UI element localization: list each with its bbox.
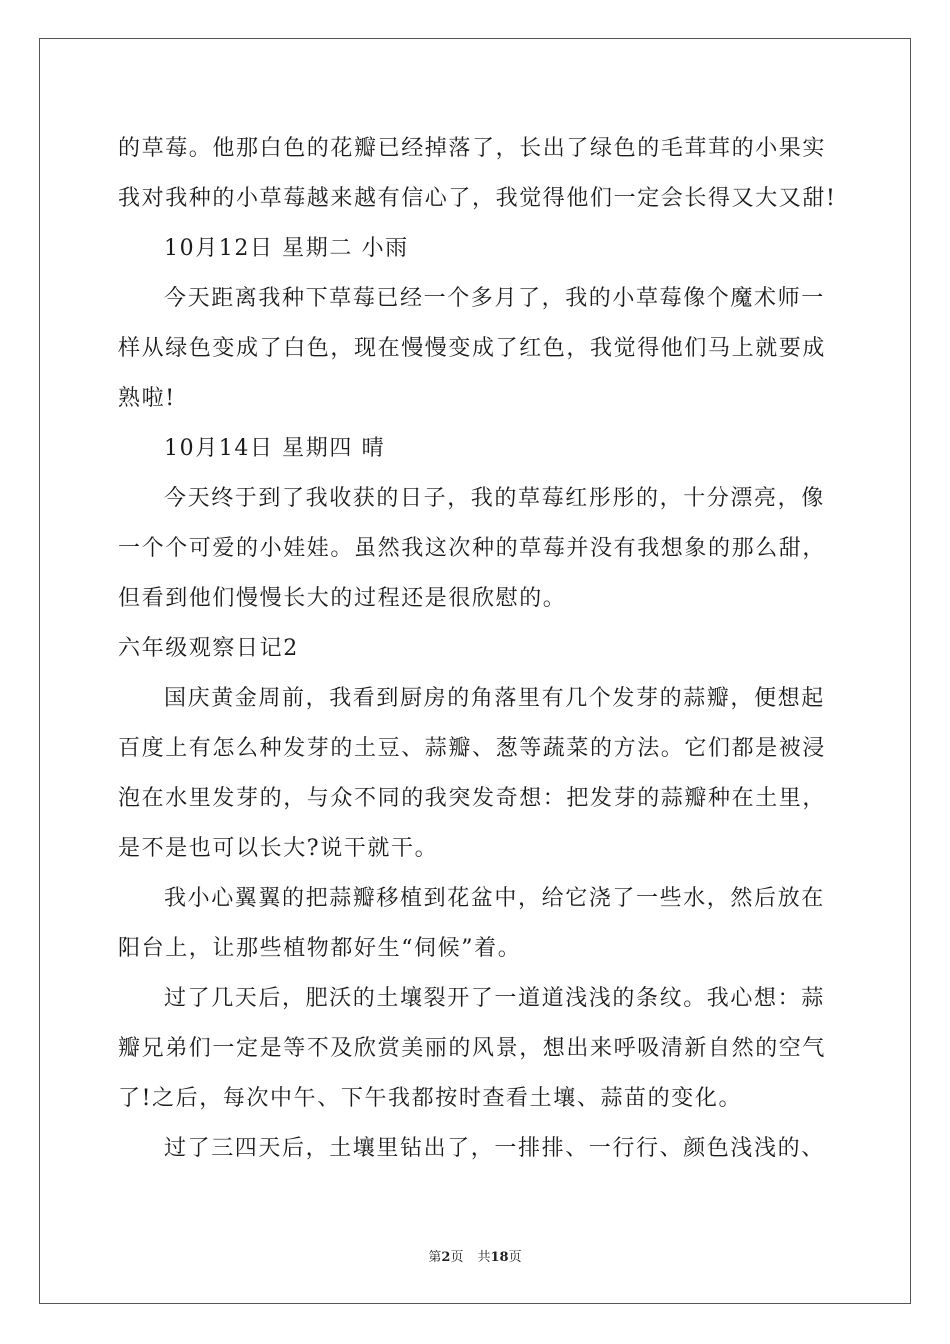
page-suffix: 页 [450, 1250, 464, 1265]
body-line: 但看到他们慢慢长大的过程还是很欣慰的。 [118, 586, 567, 611]
paragraph-start-line: 我小心翼翼的把蒜瓣移植到花盆中，给它浇了一些水，然后放在 [164, 886, 825, 911]
paragraph-start-line: 今天距离我种下草莓已经一个多月了，我的小草莓像个魔术师一 [164, 286, 825, 311]
body-line: 一个个可爱的小娃娃。虽然我这次种的草莓并没有我想象的那么甜， [118, 536, 827, 561]
total-pages: 18 [490, 1250, 509, 1265]
total-suffix: 页 [508, 1250, 522, 1265]
paragraph-start-line: 过了几天后，肥沃的土壤裂开了一道道浅浅的条纹。我心想：蒜 [164, 986, 825, 1011]
body-line: 是不是也可以长大?说干就干。 [118, 836, 439, 861]
diary-date-heading: 10月12日 星期二 小雨 [164, 236, 409, 261]
body-line: 了!之后，每次中午、下午我都按时查看土壤、蒜苗的变化。 [118, 1086, 743, 1111]
document-body [118, 124, 838, 1174]
diary-date-heading: 10月14日 星期四 晴 [164, 436, 386, 461]
body-line: 百度上有怎么种发芽的土豆、蒜瓣、葱等蔬菜的方法。它们都是被浸 [118, 736, 827, 761]
body-line: 我对我种的小草莓越来越有信心了，我觉得他们一定会长得又大又甜! [118, 186, 837, 211]
total-prefix: 共 [477, 1250, 491, 1265]
body-line: 的草莓。他那白色的花瓣已经掉落了，长出了绿色的毛茸茸的小果实 [118, 136, 827, 161]
page-footer [0, 1246, 950, 1265]
page-prefix: 第 [428, 1250, 442, 1265]
paragraph-start-line: 过了三四天后，土壤里钻出了，一排排、一行行、颜色浅浅的、 [164, 1136, 825, 1161]
page-number: 2 [441, 1250, 451, 1265]
body-line: 熟啦! [118, 386, 176, 411]
body-line: 阳台上，让那些植物都好生“伺候”着。 [118, 936, 522, 961]
paragraph-start-line: 今天终于到了我收获的日子，我的草莓红彤彤的，十分漂亮，像 [164, 486, 825, 511]
paragraph-start-line: 国庆黄金周前，我看到厨房的角落里有几个发芽的蒜瓣，便想起 [164, 686, 825, 711]
body-line: 泡在水里发芽的，与众不同的我突发奇想：把发芽的蒜瓣种在土里， [118, 786, 827, 811]
body-line: 样从绿色变成了白色，现在慢慢变成了红色，我觉得他们马上就要成 [118, 336, 827, 361]
body-line: 瓣兄弟们一定是等不及欣赏美丽的风景，想出来呼吸清新自然的空气 [118, 1036, 827, 1061]
section-title: 六年级观察日记2 [118, 636, 299, 661]
